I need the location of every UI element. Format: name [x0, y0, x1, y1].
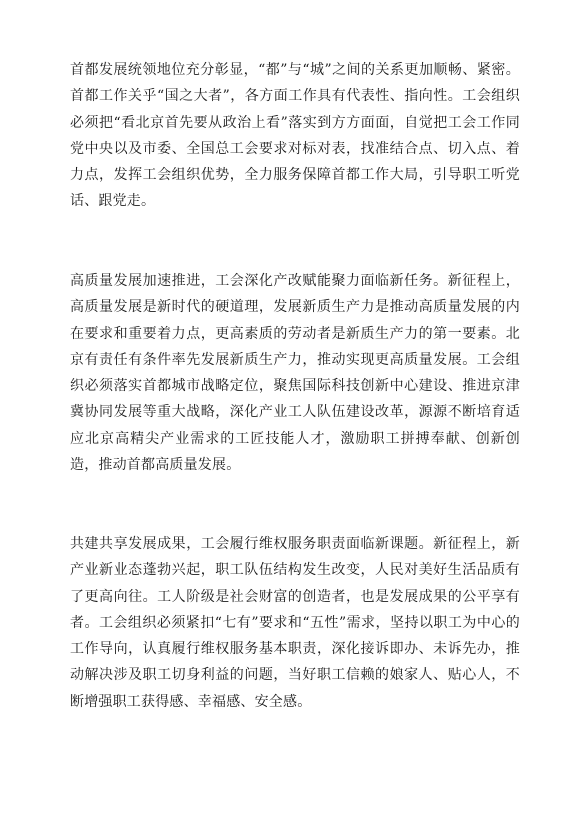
- paragraph-high-quality-development: 高质量发展加速推进，工会深化产改赋能聚力面临新任务。新征程上，高质量发展是新时代的硬道理，发展新质生产力是推动高质量发展的内在要求和重要着力点，更高素质的劳动者是新质生产力的第一要素。北京有责任有条件率先发展新质生产力，推动实现更高质量发展。工会组织必须落实首都城市战略定位，聚焦国际科技创新中心建设、推进京津冀协同发展等重大战略，深化产业工人队伍建设改革，源源不断培育适应北京高精尖产业需求的工匠技能人才，激励职工拼搏奉献、创新创造，推动首都高质量发展。: [70, 273, 520, 474]
- paragraph-shared-development: 共建共享发展成果，工会履行维权服务职责面临新课题。新征程上，新产业新业态蓬勃兴起，职工队伍结构发生改变，人民对美好生活品质有了更高向往。工人阶级是社会财富的创造者，也是发展成果的公平享有者。工会组织必须紧扣“七有”要求和“五性”需求，坚持以职工为中心的工作导向，认真履行维权服务基本职责，深化接诉即办、未诉先办，推动解决涉及职工切身利益的问题，当好职工信赖的娘家人、贴心人，不断增强职工获得感、幸福感、安全感。: [70, 536, 520, 710]
- paragraph-capital-status: 首都发展统领地位充分彰显，“都”与“城”之间的关系更加顺畅、紧密。首都工作关乎“国之大者”，各方面工作具有代表性、指向性。工会组织必须把“看北京首先要从政治上看”落实到方方面面，自觉把工会工作同党中央以及市委、全国总工会要求对标对表，找准结合点、切入点、着力点，发挥工会组织优势，全力服务保障首都工作大局，引导职工听党话、跟党走。: [70, 62, 520, 210]
